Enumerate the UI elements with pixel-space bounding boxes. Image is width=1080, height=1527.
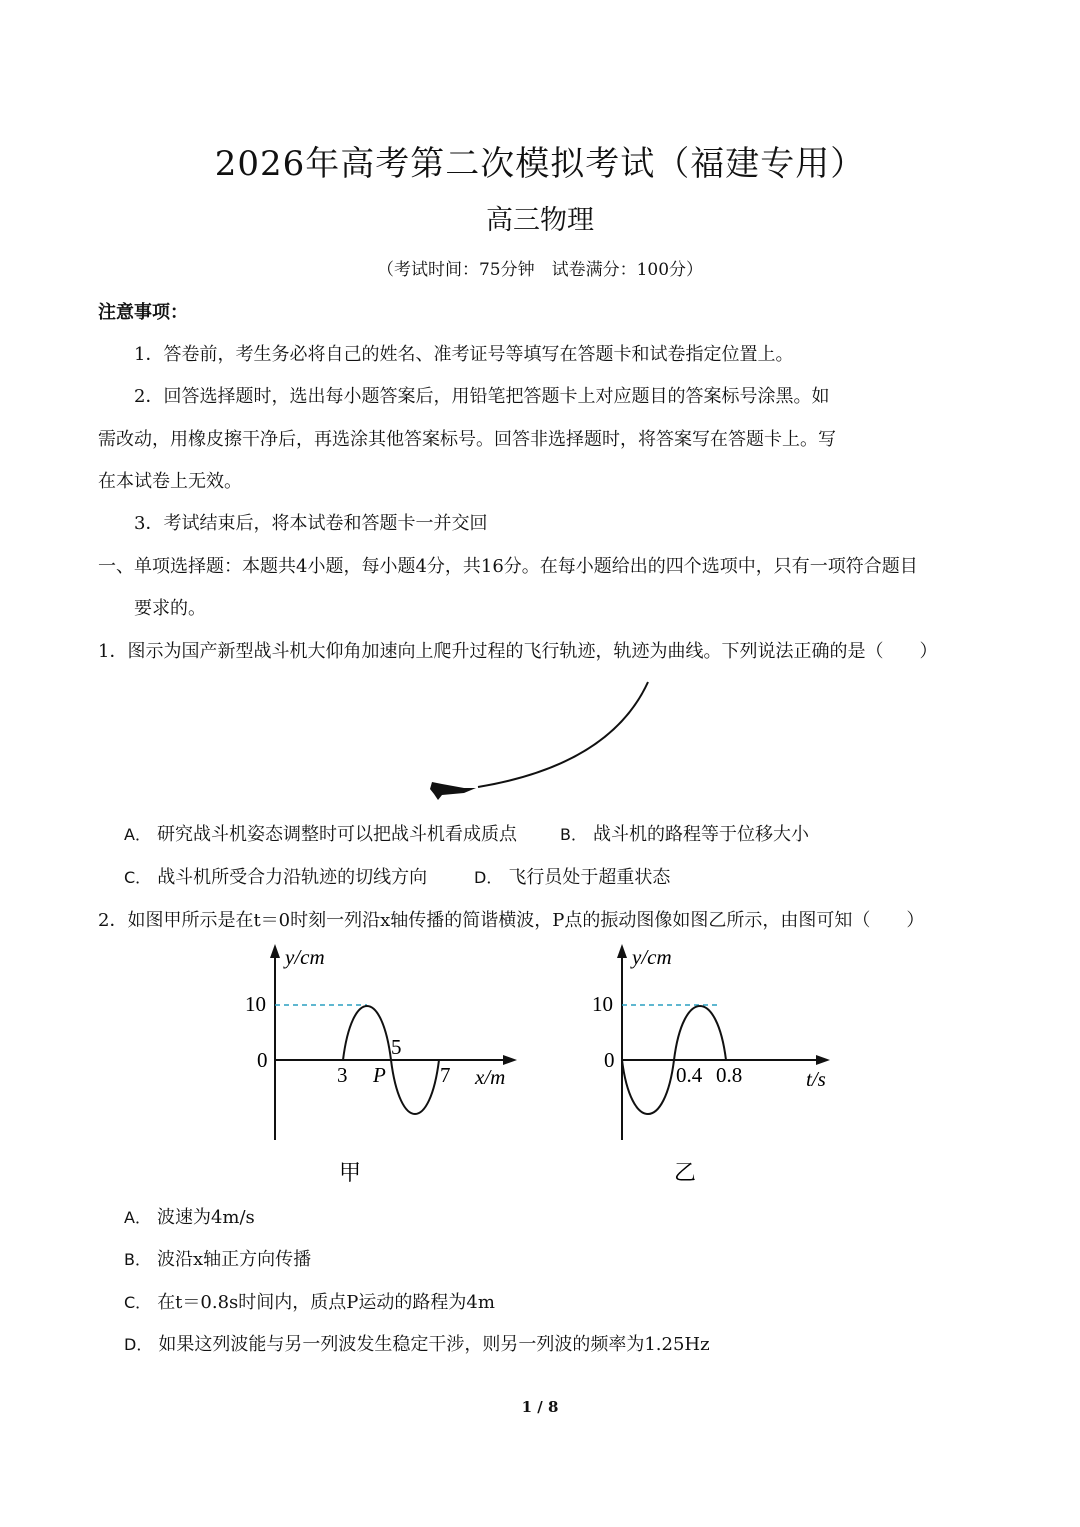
tick-3: 3 xyxy=(337,1063,348,1087)
page-number: 1 / 8 xyxy=(521,1398,559,1416)
q2-option-d[interactable] xyxy=(124,1330,710,1356)
q1-figure xyxy=(420,670,670,810)
section-1-line-1: 一、单项选择题：本题共4小题，每小题4分，共16分。在每小题给出的四个选项中，只有一项符合题目 xyxy=(98,556,918,577)
tick-0: 0 xyxy=(257,1048,268,1072)
notice-item-2-line-1: 2．回答选择题时，选出每小题答案后，用铅笔把答题卡上对应题目的答案标号涂黑。如 xyxy=(134,386,830,407)
tick-0-8: 0.8 xyxy=(716,1063,743,1087)
subject-title: 高三物理 xyxy=(486,205,594,236)
y-axis-arrow-icon xyxy=(270,944,280,958)
q2-option-a-key: A． xyxy=(124,1208,151,1227)
tick-5: 5 xyxy=(391,1035,402,1059)
caption-jia: 甲 xyxy=(339,1160,362,1185)
point-p-label: P xyxy=(373,1063,386,1087)
tick-0-4: 0.4 xyxy=(676,1063,703,1087)
q2-option-b-text: 波沿x轴正方向传播 xyxy=(156,1249,312,1270)
y-axis-arrow-icon xyxy=(617,944,627,958)
notice-heading: 注意事项： xyxy=(98,302,188,323)
x-axis-arrow-icon xyxy=(503,1055,517,1065)
q1-option-c-key: C． xyxy=(124,868,152,887)
q2-option-d-text: 如果这列波能与另一列波发生稳定干涉，则另一列波的频率为1.25Hz xyxy=(158,1334,710,1355)
exam-meta: （考试时间：75分钟 试卷满分：100分） xyxy=(376,260,704,280)
q1-option-d-text: 飞行员处于超重状态 xyxy=(508,867,671,888)
t-axis-label: t/s xyxy=(806,1067,826,1091)
q1-option-c-text: 战斗机所受合力沿轨迹的切线方向 xyxy=(157,867,428,888)
tick-10: 10 xyxy=(245,992,266,1016)
x-axis-label: x/m xyxy=(475,1065,506,1089)
fighter-jet-icon xyxy=(430,782,476,800)
q2-option-a[interactable] xyxy=(124,1203,255,1229)
q2-option-b[interactable] xyxy=(124,1245,311,1271)
q2-figure-vibration xyxy=(580,940,850,1190)
notice-item-2-line-2: 需改动，用橡皮擦干净后，再选涂其他答案标号。回答非选择题时，将答案写在答题卡上。写 xyxy=(98,429,836,450)
notice-item-2-line-3: 在本试卷上无效。 xyxy=(98,471,242,492)
q2-figure-wave xyxy=(235,940,535,1190)
y-axis-label: y/cm xyxy=(285,945,325,969)
notice-item-1: 1．答卷前，考生务必将自己的姓名、准考证号等填写在答题卡和试卷指定位置上。 xyxy=(134,344,794,365)
y-axis-label: y/cm xyxy=(632,945,672,969)
q1-option-a-text: 研究战斗机姿态调整时可以把战斗机看成质点 xyxy=(156,824,517,845)
tick-10: 10 xyxy=(592,992,613,1016)
tick-0: 0 xyxy=(604,1048,615,1072)
q1-option-d[interactable] xyxy=(474,863,670,889)
q2-option-b-key: B． xyxy=(124,1250,151,1269)
q1-option-c[interactable] xyxy=(124,863,427,889)
q1-option-b-key: B． xyxy=(560,825,587,844)
tick-7: 7 xyxy=(440,1063,451,1087)
q2-option-d-key: D． xyxy=(124,1335,153,1354)
q2-stem: 2．如图甲所示是在t＝0时刻一列沿x轴传播的简谐横波，P点的振动图像如图乙所示，由图可知（ ） xyxy=(98,910,925,931)
flight-trajectory xyxy=(478,682,648,787)
q1-option-a-key: A． xyxy=(124,825,151,844)
q2-option-a-text: 波速为4m/s xyxy=(156,1207,255,1228)
q2-option-c-text: 在t＝0.8s时间内，质点P运动的路程为4m xyxy=(157,1292,495,1313)
q2-option-c[interactable] xyxy=(124,1288,495,1314)
q2-option-c-key: C． xyxy=(124,1293,152,1312)
q1-option-b-text: 战斗机的路程等于位移大小 xyxy=(592,824,809,845)
exam-title: 2026年高考第二次模拟考试（福建专用） xyxy=(214,144,866,184)
caption-yi: 乙 xyxy=(674,1160,697,1185)
q1-stem: 1．图示为国产新型战斗机大仰角加速向上爬升过程的飞行轨迹，轨迹为曲线。下列说法正确的是（ ） xyxy=(98,641,938,662)
section-1-line-2: 要求的。 xyxy=(134,598,206,619)
q1-option-a[interactable] xyxy=(124,820,517,846)
notice-item-3: 3．考试结束后，将本试卷和答题卡一并交回 xyxy=(134,513,488,534)
q1-option-b[interactable] xyxy=(560,820,809,846)
q1-option-d-key: D． xyxy=(474,868,503,887)
t-axis-arrow-icon xyxy=(816,1055,830,1065)
